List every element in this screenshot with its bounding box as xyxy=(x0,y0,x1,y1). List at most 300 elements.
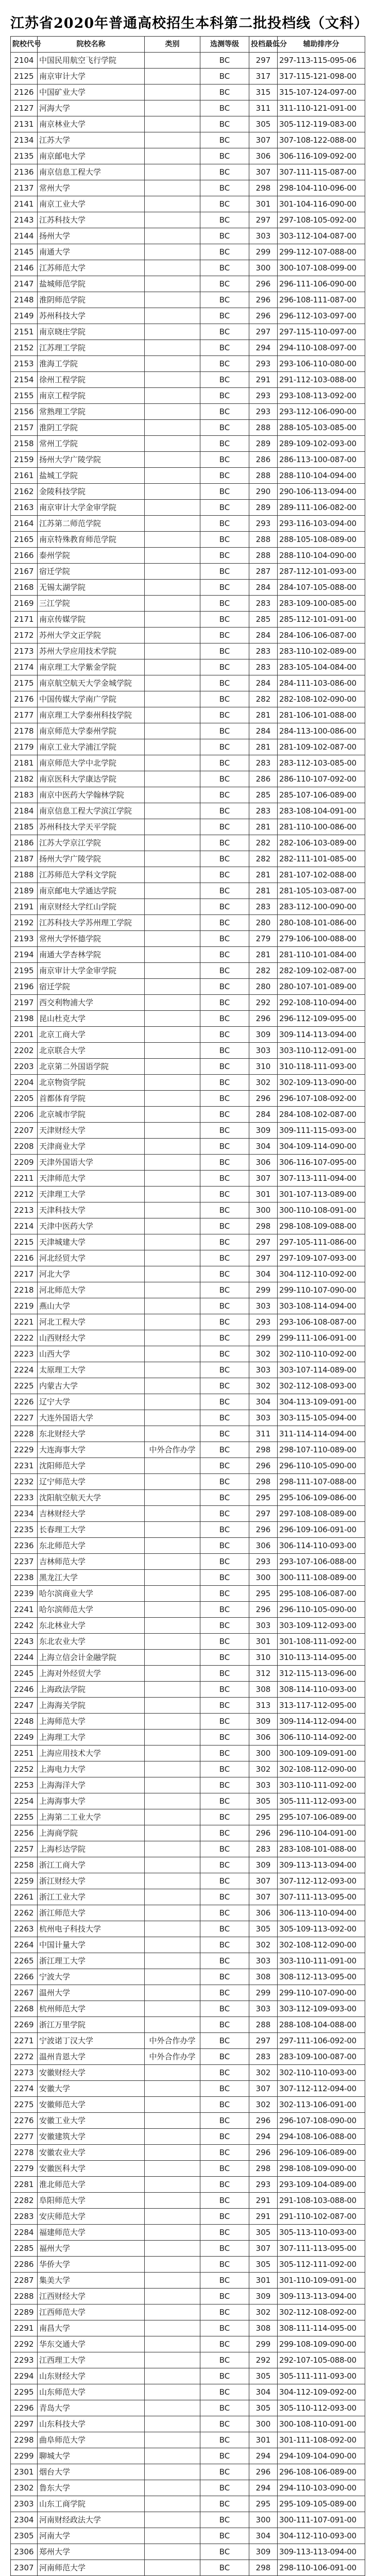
cell-category xyxy=(145,1985,200,2001)
cell-school-name: 中国传媒大学南广学院 xyxy=(38,691,145,707)
cell-category xyxy=(145,1266,200,1282)
cell-min-score: 282 xyxy=(249,963,278,979)
table-row xyxy=(11,1618,365,1634)
table-row xyxy=(11,1362,365,1378)
cell-school-name: 首都体育学院 xyxy=(38,1091,145,1107)
table-row xyxy=(11,132,365,148)
col-header-category: 类别 xyxy=(145,37,200,53)
cell-rank-score: 298-107-110-089-00 xyxy=(278,1442,365,1458)
cell-min-score: 302 xyxy=(249,2065,278,2081)
document-title: 江苏省2020年普通高校招生本科第二批投档线（文科） xyxy=(10,15,369,31)
cell-rank-score: 299-111-106-091-00 xyxy=(278,1330,365,1346)
cell-min-score: 293 xyxy=(249,1314,278,1330)
cell-code: 2241 xyxy=(11,1602,38,1618)
cell-selection-grade: BC xyxy=(200,1442,249,1458)
table-row xyxy=(11,947,365,963)
cell-category xyxy=(145,356,200,372)
cell-school-name: 上海海关学院 xyxy=(38,1698,145,1714)
cell-code: 2257 xyxy=(11,1841,38,1857)
cell-rank-score: 308-111-114-095-00 xyxy=(278,2320,365,2336)
cell-category xyxy=(145,2241,200,2257)
cell-selection-grade: BC xyxy=(200,899,249,915)
cell-category xyxy=(145,883,200,899)
cell-code: 2298 xyxy=(11,2432,38,2448)
cell-min-score: 309 xyxy=(249,1857,278,1873)
cell-code: 2219 xyxy=(11,1298,38,1314)
cell-min-score: 299 xyxy=(249,1282,278,1298)
cell-category xyxy=(145,819,200,835)
cell-rank-score: 308-114-110-093-00 xyxy=(278,1682,365,1698)
cell-rank-score: 313-117-112-095-00 xyxy=(278,1698,365,1714)
cell-rank-score: 317-115-121-098-00 xyxy=(278,69,365,84)
cell-min-score: 294 xyxy=(249,340,278,356)
table-row xyxy=(11,1346,365,1362)
cell-min-score: 297 xyxy=(249,1234,278,1250)
cell-code: 2279 xyxy=(11,2161,38,2177)
cell-min-score: 296 xyxy=(249,1825,278,1841)
cell-min-score: 283 xyxy=(249,596,278,612)
col-header-min-score: 投档最低分 xyxy=(249,37,278,53)
cell-school-name: 东北农业大学 xyxy=(38,1634,145,1650)
cell-school-name: 上海师范大学 xyxy=(38,1714,145,1730)
cell-category xyxy=(145,1202,200,1218)
cell-selection-grade: BC xyxy=(200,2336,249,2352)
table-row xyxy=(11,2416,365,2432)
cell-min-score: 284 xyxy=(249,723,278,739)
cell-rank-score: 299-112-107-088-00 xyxy=(278,244,365,260)
table-row xyxy=(11,1059,365,1075)
table-row xyxy=(11,500,365,516)
table-row xyxy=(11,276,365,292)
cell-code: 2149 xyxy=(11,308,38,324)
cell-min-score: 290 xyxy=(249,484,278,500)
cell-school-name: 江苏师范大学 xyxy=(38,260,145,276)
cell-min-score: 310 xyxy=(249,1059,278,1075)
cell-school-name: 宿迁学院 xyxy=(38,564,145,580)
cell-code: 2211 xyxy=(11,1171,38,1187)
table-row xyxy=(11,1937,365,1953)
cell-school-name: 南京工业大学 xyxy=(38,196,145,212)
cell-selection-grade: BC xyxy=(200,1985,249,2001)
cell-selection-grade: BC xyxy=(200,707,249,723)
cell-category xyxy=(145,100,200,116)
cell-min-score: 288 xyxy=(249,548,278,564)
cell-min-score: 283 xyxy=(249,1841,278,1857)
table-row xyxy=(11,2193,365,2209)
cell-school-name: 中国矿业大学 xyxy=(38,84,145,100)
cell-selection-grade: BC xyxy=(200,2001,249,2017)
cell-code: 2196 xyxy=(11,979,38,995)
cell-selection-grade: BC xyxy=(200,2257,249,2273)
cell-min-score: 294 xyxy=(249,2448,278,2464)
cell-rank-score: 302-108-112-090-00 xyxy=(278,1937,365,1953)
cell-min-score: 280 xyxy=(249,915,278,931)
cell-category xyxy=(145,723,200,739)
cell-selection-grade: BC xyxy=(200,53,249,69)
cell-code: 2238 xyxy=(11,1570,38,1586)
cell-selection-grade: BC xyxy=(200,516,249,532)
cell-selection-grade: BC xyxy=(200,1777,249,1793)
table-row xyxy=(11,2065,365,2081)
cell-code: 2273 xyxy=(11,2065,38,2081)
cell-category xyxy=(145,260,200,276)
cell-selection-grade: BC xyxy=(200,1458,249,1474)
cell-selection-grade: BC xyxy=(200,1905,249,1921)
cell-category xyxy=(145,1394,200,1410)
cell-category xyxy=(145,1809,200,1825)
cell-code: 2305 xyxy=(11,2528,38,2544)
cell-category xyxy=(145,995,200,1011)
cell-min-score: 302 xyxy=(249,1075,278,1091)
cell-school-name: 青岛大学 xyxy=(38,2400,145,2416)
cell-rank-score: 302-112-108-093-00 xyxy=(278,1378,365,1394)
table-row xyxy=(11,2161,365,2177)
cell-min-score: 283 xyxy=(249,643,278,659)
cell-code: 2193 xyxy=(11,931,38,947)
table-row xyxy=(11,404,365,420)
cell-selection-grade: BC xyxy=(200,1682,249,1698)
cell-rank-score: 286-110-107-092-00 xyxy=(278,771,365,787)
cell-selection-grade: BC xyxy=(200,484,249,500)
cell-rank-score: 311-114-114-094-00 xyxy=(278,1426,365,1442)
cell-category xyxy=(145,1123,200,1139)
table-row xyxy=(11,1634,365,1650)
cell-selection-grade: BC xyxy=(200,963,249,979)
cell-code: 2243 xyxy=(11,1634,38,1650)
cell-code: 2226 xyxy=(11,1394,38,1410)
cell-rank-score: 303-110-111-091-00 xyxy=(278,1953,365,1969)
cell-rank-score: 302-112-108-092-00 xyxy=(278,2304,365,2320)
table-row xyxy=(11,1538,365,1554)
cell-category xyxy=(145,1825,200,1841)
table-row xyxy=(11,228,365,244)
cell-code: 2185 xyxy=(11,819,38,835)
cell-selection-grade: BC xyxy=(200,1969,249,1985)
table-row xyxy=(11,2033,365,2049)
cell-school-name: 宿迁学院 xyxy=(38,979,145,995)
cell-rank-score: 303-112-109-093-00 xyxy=(278,2001,365,2017)
table-row xyxy=(11,659,365,675)
cell-category xyxy=(145,1666,200,1682)
cell-rank-score: 295-106-109-086-00 xyxy=(278,1490,365,1506)
cell-code: 2272 xyxy=(11,2049,38,2065)
cell-rank-score: 280-108-101-086-00 xyxy=(278,915,365,931)
cell-code: 2236 xyxy=(11,1538,38,1554)
cell-school-name: 扬州大学 xyxy=(38,228,145,244)
cell-rank-score: 298-111-107-088-00 xyxy=(278,1474,365,1490)
cell-rank-score: 284-107-105-088-00 xyxy=(278,580,365,596)
cell-min-score: 292 xyxy=(249,995,278,1011)
cell-code: 2286 xyxy=(11,2257,38,2273)
cell-selection-grade: BC xyxy=(200,2161,249,2177)
cell-category xyxy=(145,2097,200,2113)
cell-min-score: 303 xyxy=(249,228,278,244)
cell-rank-score: 307-112-112-094-00 xyxy=(278,2081,365,2097)
table-row xyxy=(11,1602,365,1618)
cell-code: 2275 xyxy=(11,2097,38,2113)
cell-min-score: 298 xyxy=(249,180,278,196)
table-row xyxy=(11,1490,365,1506)
cell-category xyxy=(145,372,200,388)
cell-min-score: 302 xyxy=(249,1378,278,1394)
cell-school-name: 南京审计大学金审学院 xyxy=(38,963,145,979)
cell-school-name: 上海杉达学院 xyxy=(38,1841,145,1857)
cell-code: 2215 xyxy=(11,1234,38,1250)
cell-code: 2182 xyxy=(11,771,38,787)
cell-school-name: 天津科技大学 xyxy=(38,1202,145,1218)
cell-selection-grade: BC xyxy=(200,1538,249,1554)
cell-min-score: 300 xyxy=(249,1202,278,1218)
cell-category xyxy=(145,851,200,867)
cell-min-score: 284 xyxy=(249,628,278,643)
table-row xyxy=(11,596,365,612)
cell-rank-score: 309-114-113-094-00 xyxy=(278,1027,365,1043)
cell-rank-score: 284-113-100-086-00 xyxy=(278,723,365,739)
cell-selection-grade: BC xyxy=(200,2448,249,2464)
cell-rank-score: 297-111-106-092-00 xyxy=(278,2033,365,2049)
cell-min-score: 293 xyxy=(249,516,278,532)
cell-school-name: 南京理工大学泰州科技学院 xyxy=(38,707,145,723)
table-row xyxy=(11,2464,365,2480)
cell-category xyxy=(145,1490,200,1506)
cell-selection-grade: BC xyxy=(200,1394,249,1410)
cell-category xyxy=(145,564,200,580)
cell-rank-score: 297-108-108-089-00 xyxy=(278,1506,365,1522)
cell-category xyxy=(145,228,200,244)
cell-rank-score: 304-112-110-092-00 xyxy=(278,1266,365,1282)
cell-code: 2292 xyxy=(11,2336,38,2352)
cell-min-score: 296 xyxy=(249,276,278,292)
cell-selection-grade: BC xyxy=(200,2528,249,2544)
cell-min-score: 282 xyxy=(249,851,278,867)
cell-code: 2175 xyxy=(11,675,38,691)
cell-category xyxy=(145,612,200,628)
cell-selection-grade: BC xyxy=(200,1362,249,1378)
cell-selection-grade: BC xyxy=(200,1011,249,1027)
cell-selection-grade: BC xyxy=(200,2496,249,2512)
cell-selection-grade: BC xyxy=(200,2400,249,2416)
cell-selection-grade: BC xyxy=(200,739,249,755)
cell-rank-score: 294-108-106-088-00 xyxy=(278,2129,365,2145)
cell-rank-score: 305-113-110-093-00 xyxy=(278,2225,365,2241)
cell-school-name: 南京医科大学康达学院 xyxy=(38,771,145,787)
cell-rank-score: 289-109-102-093-00 xyxy=(278,436,365,452)
cell-min-score: 284 xyxy=(249,1107,278,1123)
cell-school-name: 苏州大学应用技术学院 xyxy=(38,643,145,659)
cell-selection-grade: BC xyxy=(200,1666,249,1682)
cell-selection-grade: BC xyxy=(200,1139,249,1155)
table-row xyxy=(11,1011,365,1027)
cell-school-name: 吉林财经大学 xyxy=(38,1506,145,1522)
cell-school-name: 南通大学 xyxy=(38,244,145,260)
cell-min-score: 295 xyxy=(249,1586,278,1602)
table-row xyxy=(11,675,365,691)
cell-category xyxy=(145,1043,200,1059)
cell-category xyxy=(145,244,200,260)
cell-selection-grade: BC xyxy=(200,244,249,260)
cell-category xyxy=(145,771,200,787)
cell-category xyxy=(145,2113,200,2129)
cell-selection-grade: BC xyxy=(200,931,249,947)
cell-code: 2174 xyxy=(11,659,38,675)
cell-code: 2242 xyxy=(11,1618,38,1634)
cell-min-score: 301 xyxy=(249,1634,278,1650)
cell-rank-score: 300-111-108-089-00 xyxy=(278,1570,365,1586)
cell-selection-grade: BC xyxy=(200,1218,249,1234)
cell-category xyxy=(145,2145,200,2161)
cell-school-name: 上海海事大学 xyxy=(38,1793,145,1809)
table-row xyxy=(11,931,365,947)
cell-selection-grade: BC xyxy=(200,2081,249,2097)
cell-selection-grade: BC xyxy=(200,2177,249,2193)
cell-min-score: 299 xyxy=(249,1985,278,2001)
cell-category xyxy=(145,2560,200,2576)
cell-min-score: 281 xyxy=(249,819,278,835)
table-row xyxy=(11,2352,365,2368)
cell-rank-score: 306-116-107-095-00 xyxy=(278,1155,365,1171)
cell-selection-grade: BC xyxy=(200,1921,249,1937)
cell-code: 2126 xyxy=(11,84,38,100)
cell-category xyxy=(145,2081,200,2097)
cell-code: 2295 xyxy=(11,2384,38,2400)
cell-school-name: 常州工学院 xyxy=(38,436,145,452)
cell-selection-grade: BC xyxy=(200,388,249,404)
cell-school-name: 宁波诺丁汉大学 xyxy=(38,2033,145,2049)
cell-category xyxy=(145,1841,200,1857)
cell-code: 2183 xyxy=(11,787,38,803)
table-row xyxy=(11,356,365,372)
cell-min-score: 307 xyxy=(249,1171,278,1187)
table-row xyxy=(11,2289,365,2304)
cell-category xyxy=(145,212,200,228)
table-row xyxy=(11,2512,365,2528)
cell-school-name: 南京理工大学紫金学院 xyxy=(38,659,145,675)
cell-min-score: 312 xyxy=(249,1666,278,1682)
cell-min-score: 299 xyxy=(249,244,278,260)
table-row xyxy=(11,1043,365,1059)
cell-category xyxy=(145,1618,200,1634)
cell-rank-score: 295-109-105-089-00 xyxy=(278,2496,365,2512)
cell-rank-score: 281-110-100-086-00 xyxy=(278,819,365,835)
cell-code: 2268 xyxy=(11,2001,38,2017)
cell-rank-score: 288-105-103-085-00 xyxy=(278,420,365,436)
cell-code: 2186 xyxy=(11,835,38,851)
cell-code: 2104 xyxy=(11,53,38,69)
cell-code: 2291 xyxy=(11,2320,38,2336)
cell-selection-grade: BC xyxy=(200,1745,249,1761)
cell-school-name: 江苏大学京江学院 xyxy=(38,835,145,851)
cell-rank-score: 304-109-114-090-00 xyxy=(278,1139,365,1155)
cell-school-name: 上海政法学院 xyxy=(38,1682,145,1698)
cell-min-score: 306 xyxy=(249,148,278,164)
cell-selection-grade: BC xyxy=(200,1059,249,1075)
cell-school-name: 三江学院 xyxy=(38,596,145,612)
cell-selection-grade: BC xyxy=(200,2273,249,2289)
table-row xyxy=(11,164,365,180)
cell-rank-score: 300-107-108-099-00 xyxy=(278,260,365,276)
cell-selection-grade: BC xyxy=(200,2464,249,2480)
table-row xyxy=(11,1777,365,1793)
cell-selection-grade: BC xyxy=(200,1155,249,1171)
cell-category xyxy=(145,1538,200,1554)
cell-rank-score: 303-109-112-093-00 xyxy=(278,1618,365,1634)
cell-school-name: 河南大学 xyxy=(38,2528,145,2544)
cell-code: 2256 xyxy=(11,1825,38,1841)
cell-selection-grade: BC xyxy=(200,1378,249,1394)
col-header-name: 院校名称 xyxy=(38,37,145,53)
cell-school-name: 北京城市学院 xyxy=(38,1107,145,1123)
cell-school-name: 上海电力大学 xyxy=(38,1761,145,1777)
cell-school-name: 山东科技大学 xyxy=(38,2416,145,2432)
cell-selection-grade: BC xyxy=(200,787,249,803)
cell-rank-score: 283-112-100-090-00 xyxy=(278,899,365,915)
cell-school-name: 安徽建筑大学 xyxy=(38,2129,145,2145)
cell-school-name: 泰州学院 xyxy=(38,548,145,564)
cell-school-name: 辽宁大学 xyxy=(38,1394,145,1410)
cell-code: 2225 xyxy=(11,1378,38,1394)
cell-rank-score: 308-112-113-095-00 xyxy=(278,1969,365,1985)
table-row xyxy=(11,1730,365,1745)
cell-rank-score: 309-113-113-094-00 xyxy=(278,2289,365,2304)
cell-min-score: 297 xyxy=(249,1250,278,1266)
cell-code: 2218 xyxy=(11,1282,38,1298)
cell-code: 2202 xyxy=(11,1043,38,1059)
cell-rank-score: 296-109-106-091-00 xyxy=(278,1522,365,1538)
cell-min-score: 311 xyxy=(249,1426,278,1442)
cell-rank-score: 304-112-110-093-00 xyxy=(278,2528,365,2544)
table-row xyxy=(11,1107,365,1123)
cell-rank-score: 284-106-106-087-00 xyxy=(278,628,365,643)
cell-code: 2224 xyxy=(11,1362,38,1378)
cell-rank-score: 307-111-113-095-00 xyxy=(278,1889,365,1905)
cell-selection-grade: BC xyxy=(200,340,249,356)
cell-min-score: 313 xyxy=(249,1698,278,1714)
cell-school-name: 福建师范大学 xyxy=(38,2225,145,2241)
cell-min-score: 302 xyxy=(249,1346,278,1362)
cell-code: 2289 xyxy=(11,2304,38,2320)
cell-category xyxy=(145,979,200,995)
cell-selection-grade: BC xyxy=(200,1250,249,1266)
cell-min-score: 304 xyxy=(249,2384,278,2400)
cell-school-name: 苏州大学文正学院 xyxy=(38,628,145,643)
cell-code: 2134 xyxy=(11,132,38,148)
cell-rank-score: 297-113-115-095-06 xyxy=(278,53,365,69)
table-row xyxy=(11,2544,365,2560)
cell-rank-score: 300-110-108-091-00 xyxy=(278,1202,365,1218)
cell-rank-score: 305-111-112-093-00 xyxy=(278,1793,365,1809)
cell-code: 2221 xyxy=(11,1314,38,1330)
table-row xyxy=(11,308,365,324)
cell-min-score: 302 xyxy=(249,2097,278,2113)
cell-selection-grade: BC xyxy=(200,2049,249,2065)
cell-school-name: 南通大学杏林学院 xyxy=(38,947,145,963)
cell-rank-score: 296-111-106-090-00 xyxy=(278,276,365,292)
cell-selection-grade: BC xyxy=(200,196,249,212)
cell-code: 2141 xyxy=(11,196,38,212)
cell-code: 2171 xyxy=(11,612,38,628)
table-row xyxy=(11,1985,365,2001)
cell-rank-score: 293-107-106-088-00 xyxy=(278,1554,365,1570)
cell-category xyxy=(145,1506,200,1522)
cell-code: 2307 xyxy=(11,2560,38,2576)
cell-min-score: 293 xyxy=(249,1554,278,1570)
cell-selection-grade: BC xyxy=(200,1761,249,1777)
cell-min-score: 303 xyxy=(249,1618,278,1634)
cell-school-name: 苏州科技大学天平学院 xyxy=(38,819,145,835)
col-header-rank-score: 辅助排序分 xyxy=(278,37,365,53)
cell-category xyxy=(145,2177,200,2193)
cell-code: 2249 xyxy=(11,1730,38,1745)
